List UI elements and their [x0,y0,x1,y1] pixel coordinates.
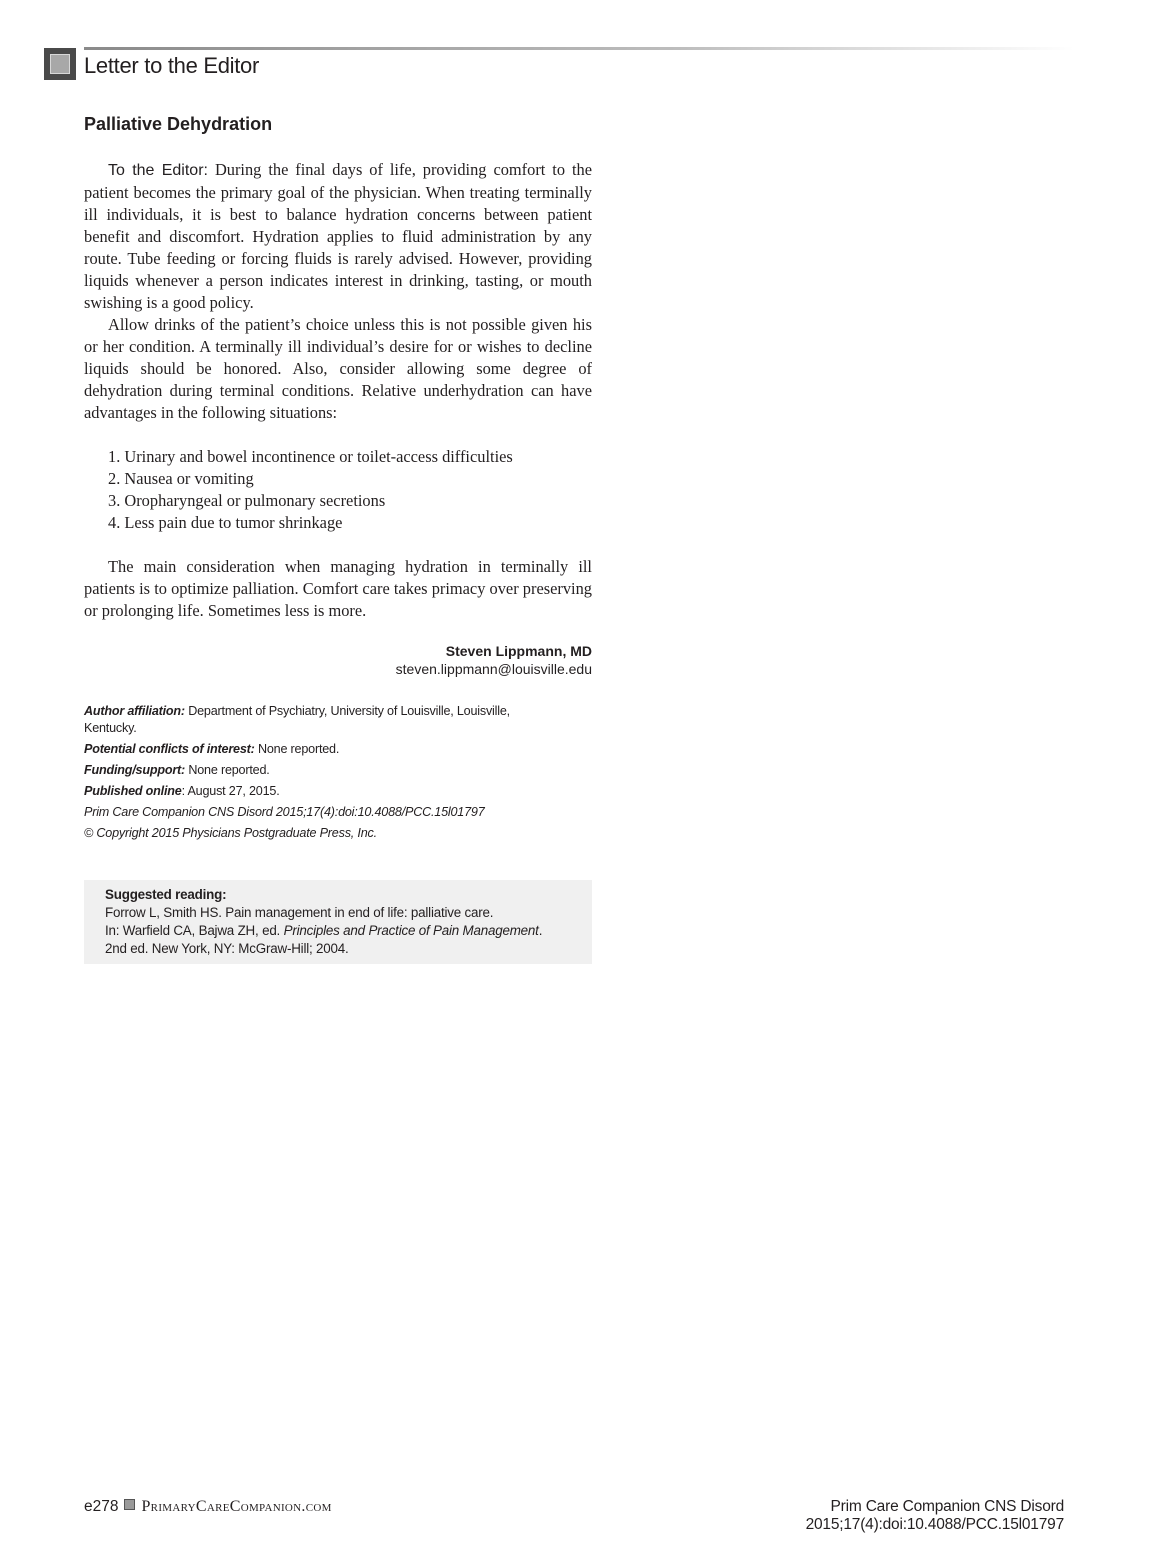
journal-name: Prim Care Companion CNS Disord [830,1498,1064,1515]
published-label: Published online [84,784,182,798]
copyright: © Copyright 2015 Physicians Postgraduate Press, Inc. [84,826,377,840]
reference-line-3: 2nd ed. New York, NY: McGraw-Hill; 2004. [105,941,349,956]
list-item: 4. Less pain due to tumor shrinkage [108,513,343,532]
paragraph-2: Allow drinks of the patient’s choice unless this is not possible given his or her condition. A terminally ill individual’s desire for or wishes to decline liquids should be honored. Also, consider allowing some degree of dehydration during terminal conditions. Relative underhydration can have advantages in the following situations: [84,315,592,422]
advantages-list [108,446,592,534]
conflicts-text: None reported. [257,742,340,756]
author-name: Steven Lippmann, MD [445,643,592,659]
suggested-reading-box [84,880,592,964]
section-square-icon [44,48,76,80]
reference-punctuation: . [538,923,543,938]
footer-right [806,1498,1064,1534]
conflicts-row [84,741,524,758]
reference-line-1: Forrow L, Smith HS. Pain management in end of life: palliative care. [105,905,494,920]
affiliation-text: Department of Psychiatry, University of Louisville, Louisville, Kentucky. [84,704,510,735]
article-body [84,159,592,622]
funding-label: Funding/support: [84,763,186,777]
journal-doi: 2015;17(4):doi:10.4088/PCC.15l01797 [805,1516,1064,1533]
list-item: 3. Oropharyngeal or pulmonary secretions [108,491,386,510]
affiliation-row [84,703,524,737]
section-label: Letter to the Editor [84,53,259,78]
paragraph-1 [84,159,592,314]
page-number: e278 [84,1498,119,1515]
published-row [84,783,524,800]
signature-block [84,642,592,678]
funding-text: None reported. [188,763,270,777]
author-email[interactable]: steven.lippmann@louisville.edu [395,661,592,677]
affiliation-label: Author affiliation: [84,704,185,718]
reference-editors: In: Warfield CA, Bajwa ZH, ed. [105,923,284,938]
reference-book-title: Principles and Practice of Pain Management [283,923,539,938]
header-rule [84,47,1074,50]
website-link[interactable]: PrimaryCareCompanion.com [141,1498,332,1515]
paragraph-1-text: During the final days of life, providing comfort to the patient becomes the primary goal of the physician. When treating terminally ill individuals, it is best to balance hydration concerns between patient benefit and discomfort. Hydration applies to fluid administration by any route. Tube feeding or forcing fluids is rarely advised. However, providing liquids whenever a person indicates interest in drinking, tasting, or mouth swishing is a good policy. [84,160,592,312]
funding-row [84,762,524,779]
published-text: : August 27, 2015. [181,784,280,798]
reference-line-2 [105,922,572,940]
suggested-reading-heading: Suggested reading: [105,887,227,902]
footer-left [84,1498,332,1516]
lead-in: To the Editor: [108,162,208,179]
list-item: 1. Urinary and bowel incontinence or toilet-access difficulties [108,447,513,466]
conflicts-label: Potential conflicts of interest: [84,742,255,756]
article-title: Palliative Dehydration [84,114,273,134]
square-bullet-icon [124,1499,135,1510]
paragraph-3: The main consideration when managing hydration in terminally ill patients is to optimize palliation. Comfort care takes primacy over preserving or prolonging life. Sometimes less is more. [84,557,592,620]
citation: Prim Care Companion CNS Disord 2015;17(4):doi:10.4088/PCC.15l01797 [84,805,485,819]
list-item: 2. Nausea or vomiting [108,469,254,488]
article-metadata [84,703,524,846]
